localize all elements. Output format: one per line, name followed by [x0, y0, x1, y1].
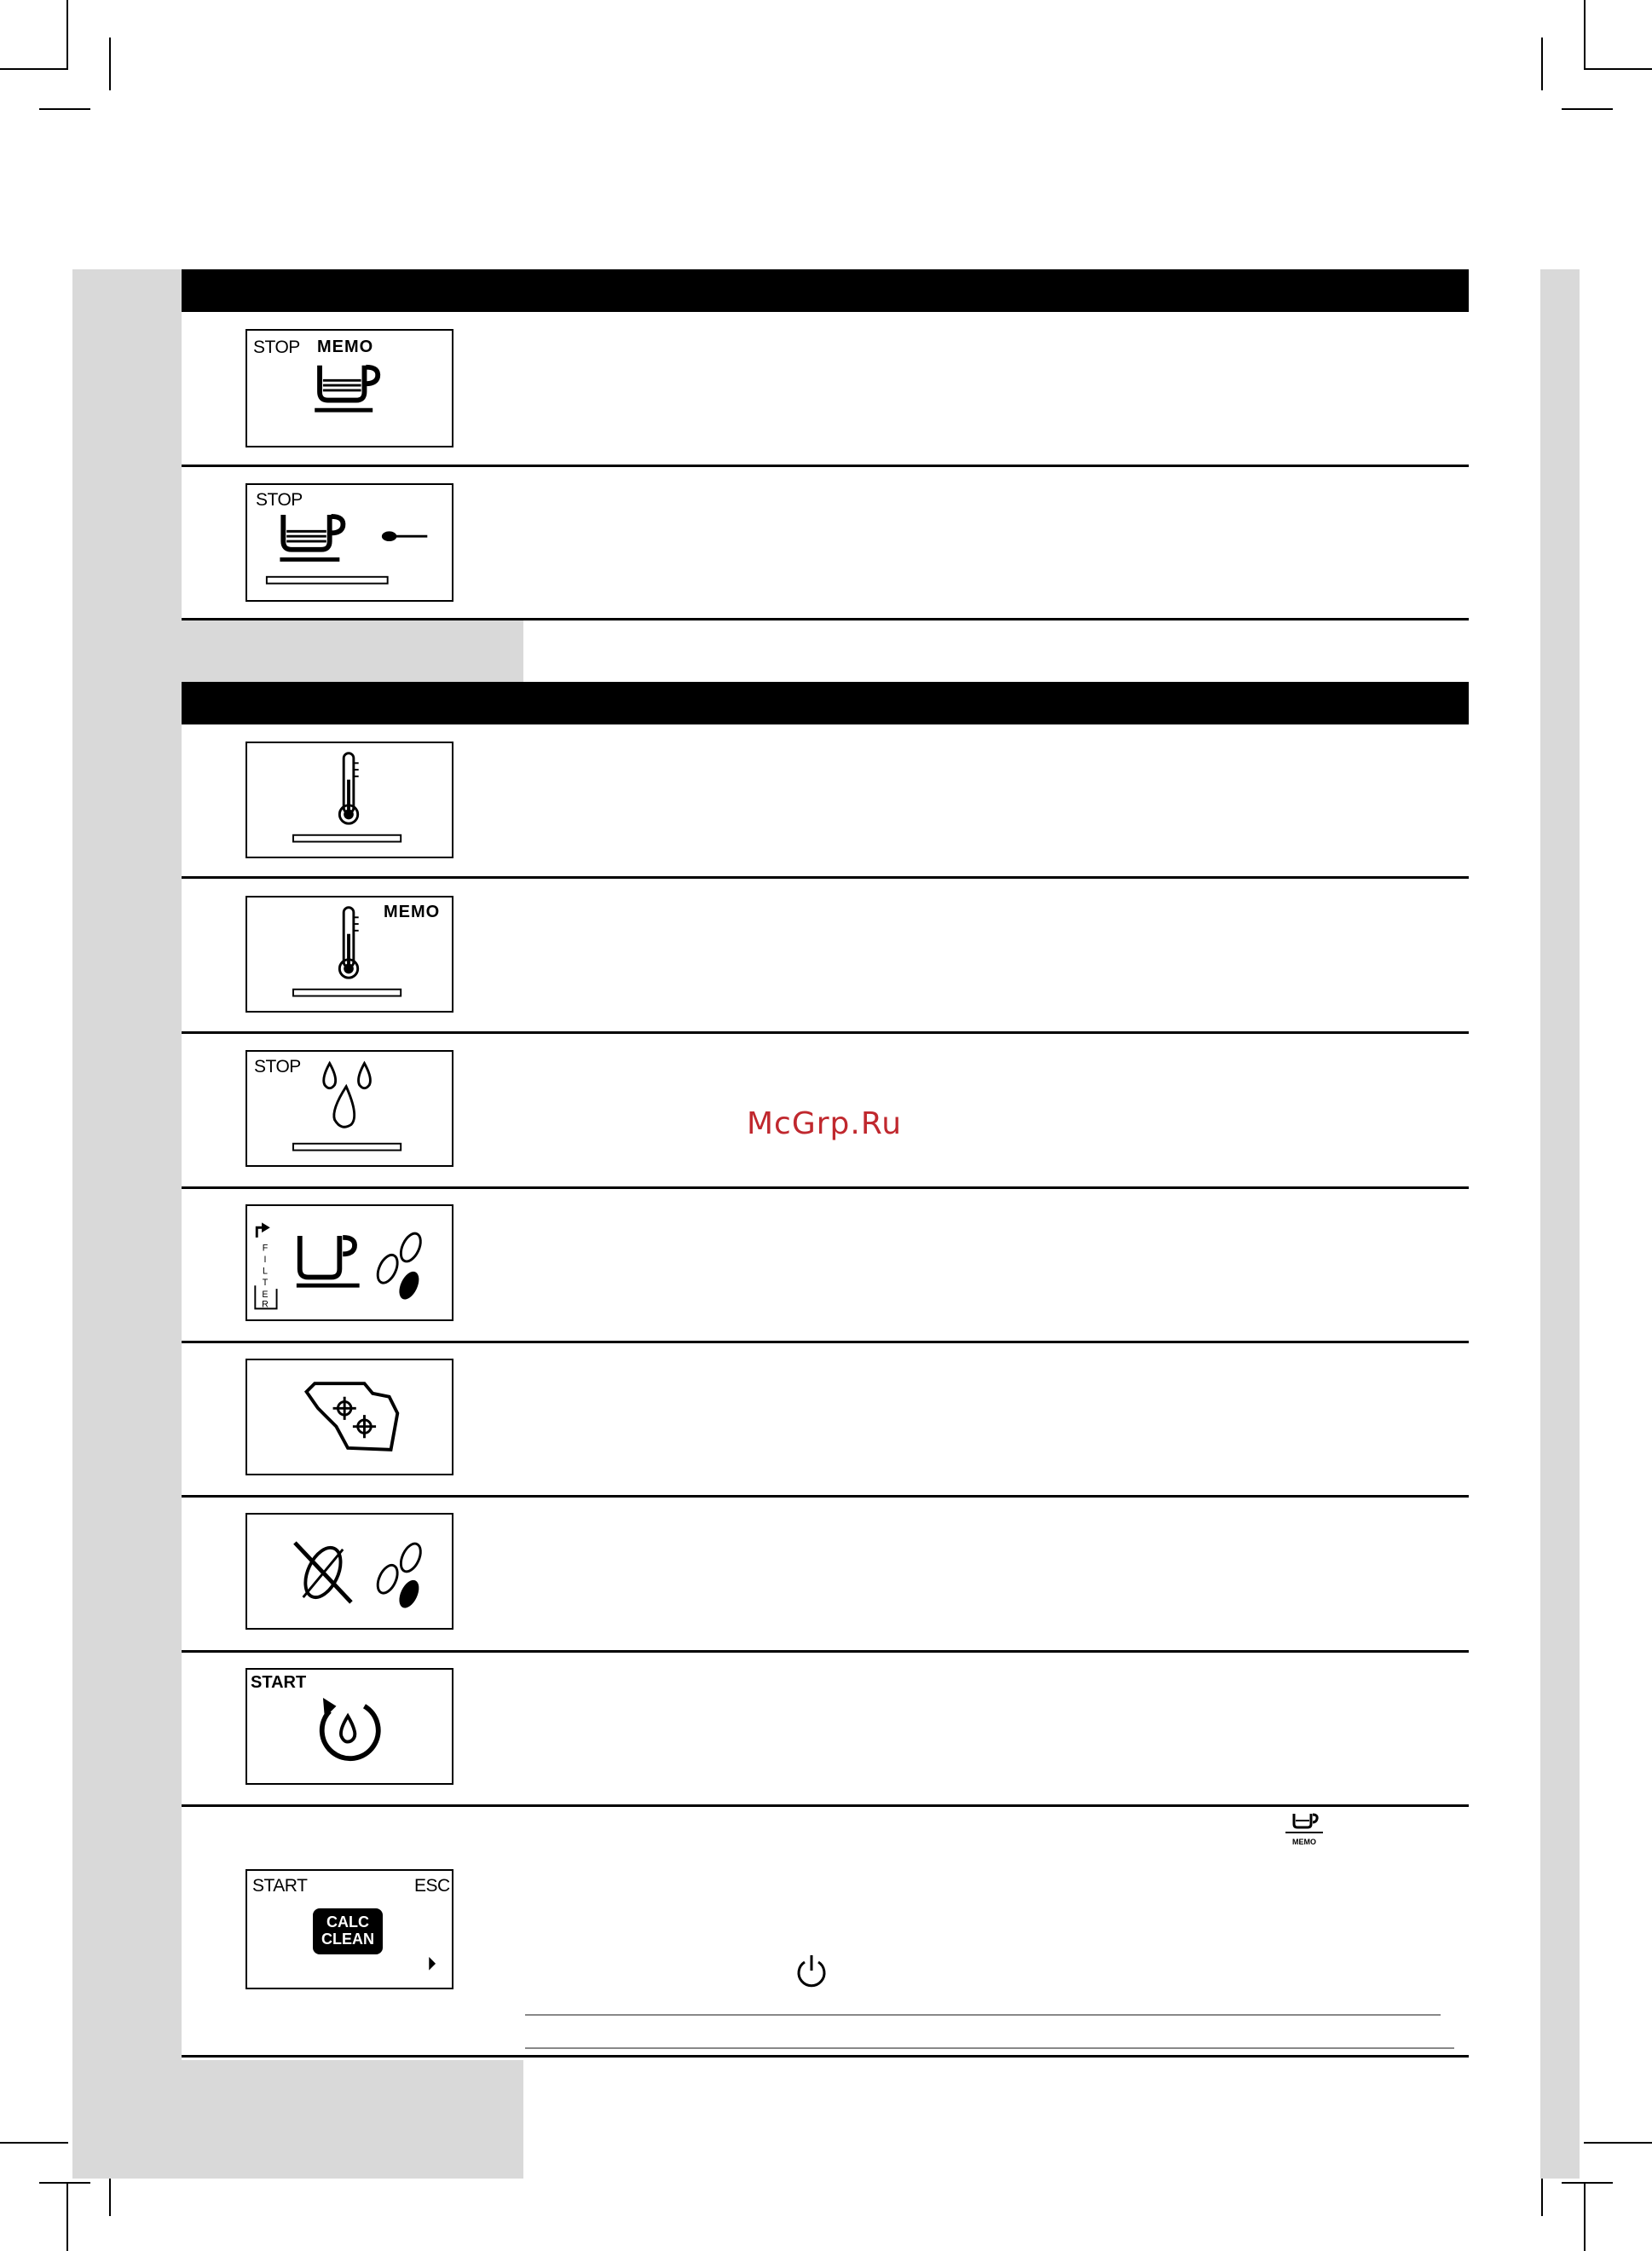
- svg-text:R: R: [262, 1299, 269, 1310]
- display-hot-water: [245, 1050, 453, 1167]
- clean-label: CLEAN: [321, 1931, 374, 1948]
- crop-mark: [1562, 2182, 1613, 2184]
- display-memo-cup: [245, 329, 453, 447]
- water-drops-icon: [247, 1052, 452, 1165]
- svg-text:E: E: [262, 1289, 269, 1300]
- memo-cup-icon: [247, 331, 452, 446]
- start-label: START: [251, 1673, 307, 1692]
- row-divider: [182, 1650, 1469, 1653]
- filter-cup-beans-icon: [247, 1206, 452, 1319]
- stop-label: STOP: [254, 1057, 301, 1076]
- memo-label: MEMO: [317, 338, 374, 356]
- esc-label: ESC: [414, 1876, 450, 1896]
- display-aroma: [245, 483, 453, 602]
- svg-text:T: T: [262, 1278, 269, 1289]
- note-rule: [525, 2014, 1441, 2016]
- svg-text:F: F: [262, 1243, 269, 1254]
- display-no-ground-coffee: [245, 1513, 453, 1630]
- crop-mark: [39, 2182, 90, 2184]
- aroma-spoon-icon: [247, 485, 452, 600]
- display-calc-clean: [245, 1869, 453, 1989]
- thermometer-icon: [247, 743, 452, 857]
- table-header-1: [182, 269, 1469, 312]
- calc-label: CALC: [326, 1913, 369, 1931]
- display-heating-memo: [245, 896, 453, 1013]
- watermark: McGrp.Ru: [747, 1106, 903, 1141]
- svg-text:L: L: [263, 1266, 268, 1277]
- no-ground-coffee-icon: [247, 1515, 452, 1628]
- memo-inline-label: MEMO: [1292, 1838, 1316, 1846]
- start-label: START: [252, 1876, 308, 1896]
- note-rule: [525, 2047, 1454, 2049]
- crop-mark: [1584, 2142, 1652, 2144]
- row-divider: [182, 1341, 1469, 1343]
- crop-mark: [1584, 2182, 1586, 2251]
- row-divider: [182, 1495, 1469, 1498]
- crop-mark: [66, 0, 68, 68]
- memo-label: MEMO: [384, 903, 441, 921]
- crop-mark: [0, 2142, 68, 2144]
- display-rinse-start: [245, 1668, 453, 1785]
- crop-mark: [0, 68, 68, 70]
- display-brew-unit: [245, 1359, 453, 1475]
- memo-inline-icon: [1279, 1810, 1330, 1848]
- display-filter-cup-beans: [245, 1204, 453, 1321]
- table-header-2: [182, 682, 1469, 724]
- row-divider: [182, 618, 1469, 620]
- right-arrow-icon: [247, 1871, 452, 1988]
- thermometer-memo-icon: [247, 898, 452, 1011]
- crop-mark: [66, 2182, 68, 2251]
- row-divider: [182, 1186, 1469, 1189]
- brew-unit-icon: [247, 1360, 452, 1474]
- side-panel-right: [1540, 269, 1580, 2179]
- crop-mark: [39, 108, 90, 110]
- row-divider: [182, 876, 1469, 879]
- crop-mark: [109, 38, 111, 90]
- crop-mark: [1584, 68, 1652, 70]
- crop-mark: [1584, 0, 1586, 68]
- display-heating: [245, 742, 453, 858]
- row-divider: [182, 2055, 1469, 2058]
- crop-mark: [1562, 108, 1613, 110]
- row-divider: [182, 1804, 1469, 1807]
- row-divider: [182, 1031, 1469, 1034]
- row-divider: [182, 465, 1469, 467]
- stop-label: STOP: [256, 490, 303, 510]
- crop-mark: [1541, 38, 1543, 90]
- stop-label: STOP: [253, 338, 300, 357]
- svg-text:I: I: [263, 1255, 267, 1266]
- power-icon: [793, 1952, 830, 1989]
- rinse-start-icon: [247, 1670, 452, 1783]
